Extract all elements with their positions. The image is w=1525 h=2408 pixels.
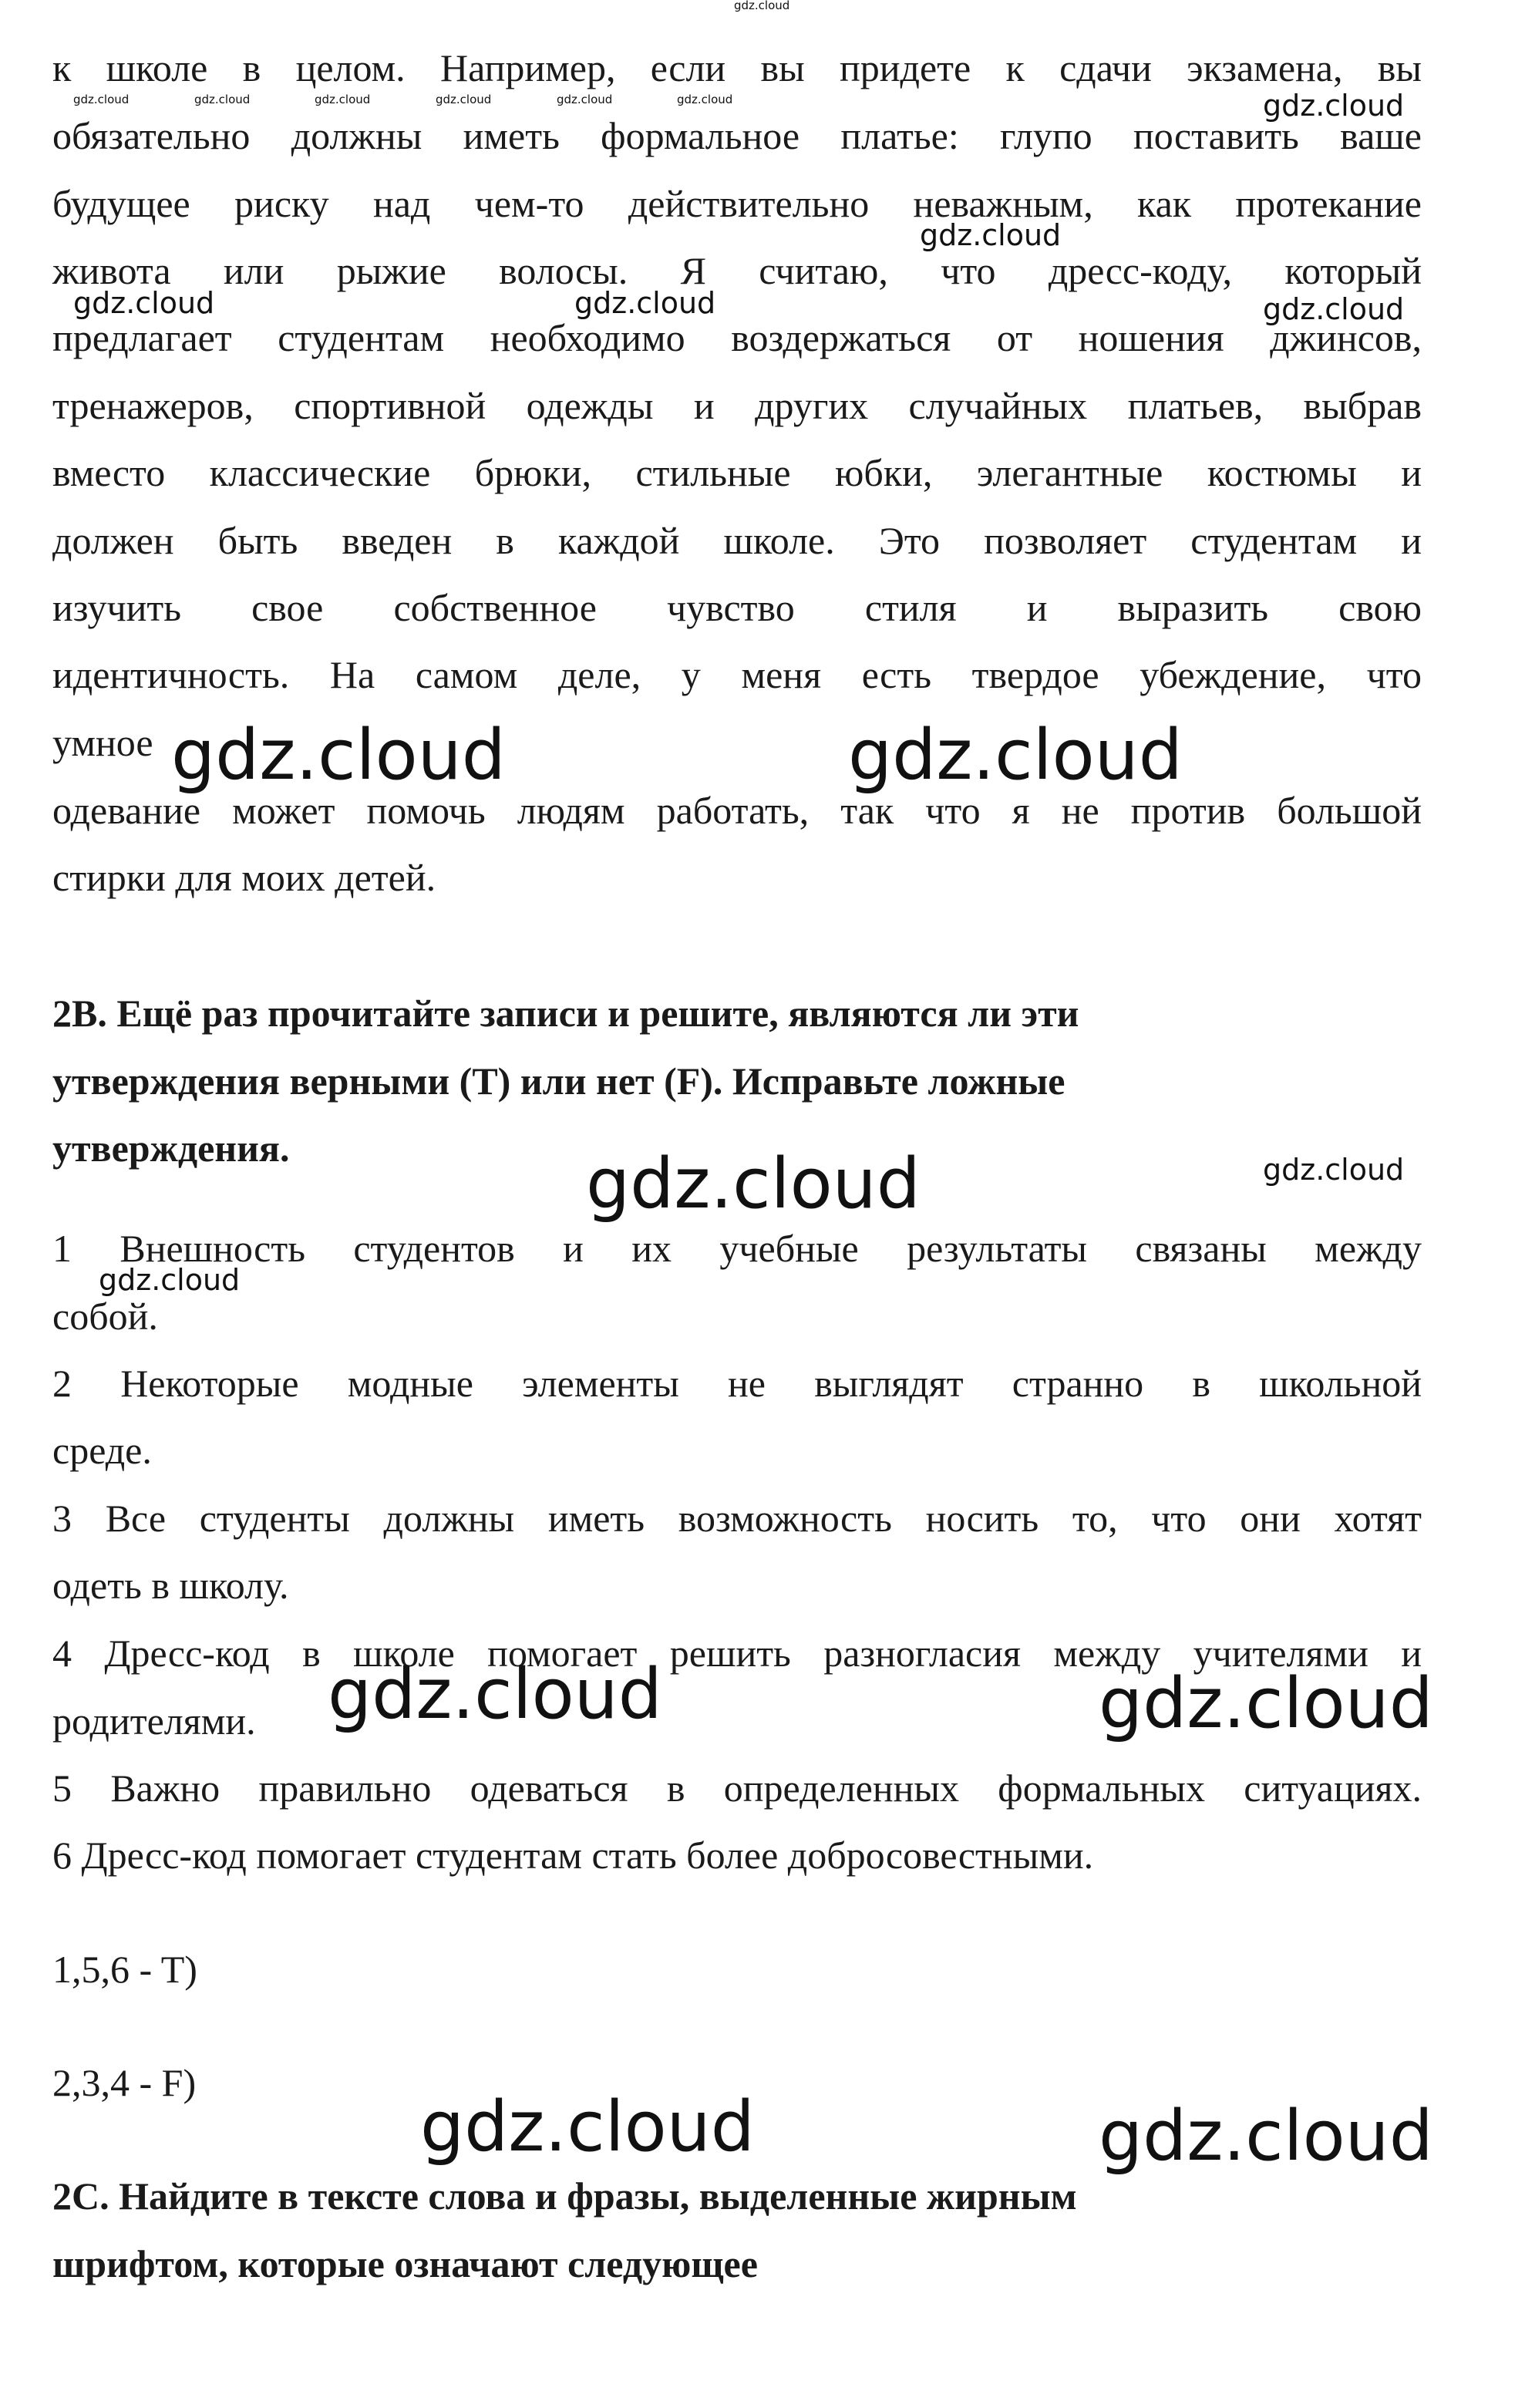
- paragraph-line-4: живота или рыжие волосы. Я считаю, что дресс-коду, который: [52, 249, 1422, 292]
- answer-false: 2,3,4 - F): [52, 2061, 197, 2104]
- watermark: gdz.cloud: [73, 286, 215, 320]
- paragraph-line-12: одевание может помочь людям работать, так что я не против большой: [52, 789, 1422, 832]
- watermark: gdz.cloud: [734, 0, 790, 12]
- paragraph-line-2: обязательно должны иметь формальное платье: глупо поставить ваше: [52, 114, 1422, 157]
- task-2b-heading-line-3: утверждения.: [52, 1127, 290, 1170]
- watermark: gdz.cloud: [1263, 292, 1405, 326]
- watermark: gdz.cloud: [574, 286, 716, 320]
- watermark: gdz.cloud: [99, 1263, 241, 1297]
- paragraph-line-7: вместо классические брюки, стильные юбки, элегантные костюмы и: [52, 451, 1422, 494]
- paragraph-line-8: должен быть введен в каждой школе. Это позволяет студентам и: [52, 519, 1422, 562]
- watermark: gdz.cloud: [436, 93, 492, 106]
- statement-6: 6 Дресс-код помогает студентам стать более добросовестными.: [52, 1834, 1094, 1877]
- watermark: gdz.cloud: [194, 93, 251, 106]
- paragraph-line-11: умное: [52, 721, 153, 764]
- paragraph-line-6: тренажеров, спортивной одежды и других случайных платьев, выбрав: [52, 384, 1422, 427]
- statement-4-line-1: 4 Дресс-код в школе помогает решить разногласия между учителями и: [52, 1632, 1422, 1675]
- statement-3-line-2: одеть в школу.: [52, 1564, 289, 1607]
- paragraph-line-1: к школе в целом. Например, если вы придете к сдачи экзамена, вы: [52, 46, 1422, 89]
- watermark: gdz.cloud: [1099, 1663, 1433, 1744]
- paragraph-line-3: будущее риску над чем-то действительно неважным, как протекание: [52, 182, 1422, 225]
- statement-2-line-2: среде.: [52, 1429, 152, 1472]
- paragraph-line-13: стирки для моих детей.: [52, 856, 436, 899]
- answer-true: 1,5,6 - T): [52, 1948, 197, 1991]
- statement-4-line-2: родителями.: [52, 1699, 256, 1743]
- statement-5: 5 Важно правильно одеваться в определенных формальных ситуациях.: [52, 1766, 1422, 1810]
- paragraph-line-10: идентичность. На самом деле, у меня есть твердое убеждение, что: [52, 653, 1422, 696]
- watermark: gdz.cloud: [920, 218, 1062, 252]
- watermark: gdz.cloud: [848, 715, 1183, 796]
- task-2b-heading-line-1: 2B. Ещё раз прочитайте записи и решите, являются ли эти: [52, 992, 1079, 1035]
- watermark: gdz.cloud: [1099, 2096, 1433, 2177]
- statement-3-line-1: 3 Все студенты должны иметь возможность носить то, что они хотят: [52, 1497, 1422, 1540]
- watermark: gdz.cloud: [586, 1143, 921, 1224]
- watermark: gdz.cloud: [1263, 89, 1405, 123]
- paragraph-line-5: предлагает студентам необходимо воздержаться от ношения джинсов,: [52, 316, 1422, 359]
- watermark: gdz.cloud: [1263, 1153, 1405, 1187]
- watermark: gdz.cloud: [73, 93, 130, 106]
- task-2c-heading-line-2: шрифтом, которые означают следующее: [52, 2242, 758, 2285]
- watermark: gdz.cloud: [171, 715, 506, 796]
- statement-1-line-1: 1 Внешность студентов и их учебные результаты связаны между: [52, 1227, 1422, 1270]
- watermark: gdz.cloud: [420, 2086, 755, 2167]
- watermark: gdz.cloud: [677, 93, 733, 106]
- watermark: gdz.cloud: [328, 1654, 662, 1735]
- task-2b-heading-line-2: утверждения верными (T) или нет (F). Исправьте ложные: [52, 1059, 1065, 1103]
- watermark: gdz.cloud: [315, 93, 371, 106]
- statement-1-line-2: собой.: [52, 1295, 158, 1338]
- statement-2-line-1: 2 Некоторые модные элементы не выглядят странно в школьной: [52, 1362, 1422, 1405]
- task-2c-heading-line-1: 2C. Найдите в тексте слова и фразы, выделенные жирным: [52, 2174, 1077, 2218]
- watermark: gdz.cloud: [557, 93, 613, 106]
- paragraph-line-9: изучить свое собственное чувство стиля и выразить свою: [52, 586, 1422, 629]
